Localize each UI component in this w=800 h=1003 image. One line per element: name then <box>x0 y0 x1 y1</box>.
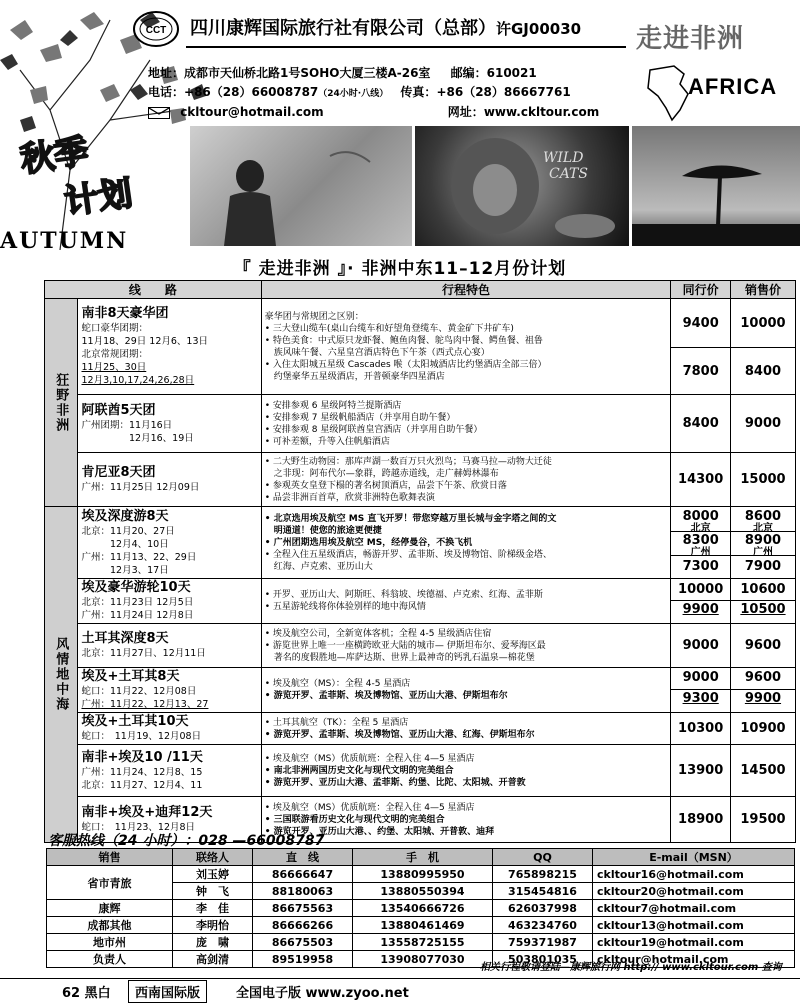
feature-line: • 参观英女皇登下榻的著名树顶酒店，品尝下午茶、欣赏日落 <box>264 480 507 491</box>
trade-price-cell <box>671 507 731 579</box>
address: 成都市天仙桥北路1号SOHO大厦三楼A-26室 <box>184 66 431 80</box>
website-footnote[interactable]: 相关行程敬请登陆—康辉旅行网 http:// www.ckltour.com 查询 <box>480 962 782 973</box>
route-name[interactable]: 埃及深度游8天 <box>81 508 169 524</box>
trade-price-cell <box>671 299 731 395</box>
feature-cell <box>261 668 671 713</box>
feature-line: • 埃及航空（MS）优质航班：全程入住 4—5 星酒店 <box>264 753 475 764</box>
sale-price: 8900 <box>744 532 782 548</box>
website[interactable]: www.ckltour.com <box>483 105 600 119</box>
contact-row <box>47 900 795 917</box>
route-cell <box>77 299 261 395</box>
autumn-title-1: 秋季 <box>18 131 91 181</box>
route-cell <box>77 668 261 713</box>
footer-site[interactable]: 全国电子版 www.zyoo.net <box>236 986 409 1001</box>
route-date: 蛇口： 11月19、12月08日 <box>81 731 202 742</box>
logo-text: CCT <box>145 25 167 36</box>
contact-direct: 86675563 <box>253 900 353 917</box>
feature-line: 约堡豪华五星级酒店，开普顿豪华四星酒店 <box>264 371 445 382</box>
trade-price: 10300 <box>671 713 731 745</box>
region-med-label: 风情地中海 <box>53 637 69 712</box>
feature-line: • 五星游轮线将你体验别样的地中海风情 <box>264 602 426 612</box>
contact-col-email: E-mail（MSN） <box>593 849 795 866</box>
contact-qq: 315454816 <box>493 883 593 900</box>
feature-line: • 三国联游看历史文化与现代文明的完美组合 <box>264 814 445 825</box>
col-features: 行程特色 <box>261 281 671 299</box>
route-date: 广州团期：11月16日 <box>81 419 173 431</box>
route-date: 11月18、29日 12月6、13日 <box>81 336 209 347</box>
feature-line: • 土耳其航空（TK）：全程 5 星酒店 <box>264 717 409 728</box>
feature-line: • 游览开罗、孟菲斯、埃及博物馆、亚历山大港、伊斯坦布尔 <box>264 691 508 701</box>
feature-line: • 北京选用埃及航空 MS 直飞开罗！带您穿越万里长城与金字塔之间的文 <box>264 513 557 524</box>
address-label: 地址： <box>148 66 185 80</box>
table-header-row <box>45 281 796 299</box>
feature-line: 著名的度假胜地—库萨达斯、世界上最神奇的钙乳石温泉—棉花堡 <box>264 652 535 663</box>
feature-line: • 安排参观 7 星级帆船酒店（并享用自助午餐） <box>264 412 456 423</box>
route-date: 北京：11月20、27日 <box>81 525 175 537</box>
footer-page: 62 黑白 <box>62 986 111 1001</box>
route-date: 广州：11月22、12月13、27 <box>81 699 209 710</box>
feature-line: • 埃及航空（MS）：全程 4-5 星酒店 <box>264 679 411 689</box>
route-name[interactable]: 南非+埃及10 /11天 <box>81 749 203 765</box>
feature-line: 豪华团与常规团之区别： <box>264 311 364 322</box>
africa-label: AFRICA <box>688 74 778 99</box>
contact-email[interactable]: ckltour@hotmail.com <box>593 951 795 968</box>
contact-sales: 负责人 <box>47 951 173 968</box>
photo-lion <box>415 126 629 246</box>
route-cell <box>77 453 261 507</box>
price-city: 广州 <box>752 546 773 558</box>
photo-savanna-tree <box>632 126 800 246</box>
company-name-text: 四川康辉国际旅行社有限公司（总部） <box>190 18 496 39</box>
trade-price: 9000 <box>671 669 730 690</box>
route-cell <box>77 579 261 624</box>
contact-qq: 463234760 <box>493 917 593 934</box>
feature-line: • 南北非洲两国历史文化与现代文明的完美组合 <box>264 765 454 776</box>
fax: +86（28）86667761 <box>436 85 571 99</box>
table-row <box>45 668 796 713</box>
sale-price: 8400 <box>744 363 782 379</box>
route-cell <box>77 624 261 668</box>
contact-direct: 86666647 <box>253 866 353 883</box>
header-banner <box>0 0 800 250</box>
sale-price: 8600 <box>744 508 782 524</box>
wild-cats-label: WILD <box>543 150 584 166</box>
feature-line: • 三大登山缆车(桌山台缆车和好望角登缆车、黄金矿下井矿车) <box>264 323 514 334</box>
feature-line: • 可补差额，升等入住帆船酒店 <box>264 436 390 447</box>
region-africa-label: 狂野非洲 <box>53 372 69 433</box>
trade-price: 7800 <box>682 363 719 379</box>
contact-direct: 86675503 <box>253 934 353 951</box>
contact-person: 李 佳 <box>173 900 253 917</box>
sale-price: 10900 <box>730 713 795 745</box>
sale-price-cell <box>730 299 795 395</box>
trade-price: 8000 <box>682 508 719 524</box>
contact-mobile: 13908077030 <box>353 951 493 968</box>
footer-divider <box>0 978 800 979</box>
route-name[interactable]: 土耳其深度8天 <box>81 631 169 646</box>
feature-line: • 入住太阳城五星级 Cascades 喉（太阳城酒店比约堡酒店全部三倍） <box>264 359 547 370</box>
contact-qq: 759371987 <box>493 934 593 951</box>
contact-mobile: 13558725155 <box>353 934 493 951</box>
route-cell <box>77 395 261 453</box>
sale-price: 19500 <box>730 797 795 843</box>
route-date: 11月25、30日 <box>81 362 147 373</box>
company-name <box>190 14 581 40</box>
feature-line: • 全程入住五星级酒店，畅游开罗、孟菲斯、埃及博物馆、阶梯级金塔、 <box>264 549 552 560</box>
autumn-title-2: 计划 <box>62 173 135 223</box>
feature-cell <box>261 624 671 668</box>
feature-line: 明通道！使您的旅途更便捷 <box>264 525 382 536</box>
route-date: 广州：11月25日 12月09日 <box>81 482 200 493</box>
feature-line: • 安排参观 6 星级阿特兰提斯酒店 <box>264 400 402 411</box>
slogan: 走进非洲 <box>636 24 745 54</box>
fax-label: 传真： <box>400 85 437 99</box>
sale-price: 9900 <box>744 691 782 706</box>
table-row <box>45 624 796 668</box>
contact-row <box>47 866 795 883</box>
feature-line: 红海、卢克索、亚历山大 <box>264 561 373 572</box>
contact-qq: 765898215 <box>493 866 593 883</box>
route-date: 北京常规团期： <box>81 349 149 360</box>
sale-price: 10600 <box>731 581 795 601</box>
email-row <box>148 103 599 120</box>
contact-direct: 88180063 <box>253 883 353 900</box>
feature-line: • 品尝非洲百首草，欣赏非洲特色歌舞表演 <box>264 492 435 503</box>
contact-person: 高剑清 <box>173 951 253 968</box>
contact-direct: 86666266 <box>253 917 353 934</box>
route-cell <box>77 507 261 579</box>
route-name[interactable]: 南非+埃及+迪拜12天 <box>81 805 213 820</box>
sale-price-cell <box>730 579 795 624</box>
footer-edition-tag: 西南国际版 <box>128 980 207 1003</box>
contact-mobile: 13540666726 <box>353 900 493 917</box>
contact-email[interactable]: ckltour20@hotmail.com <box>593 883 795 900</box>
web-label: 网址： <box>447 105 484 119</box>
table-row <box>45 453 796 507</box>
page-title: 『 走进非洲 』· 非洲中东11–12月份计划 <box>233 259 567 279</box>
feature-cell <box>261 745 671 797</box>
sale-price: 9000 <box>730 395 795 453</box>
route-date: 广州：11月13、22、29日 <box>81 551 197 563</box>
contact-email[interactable]: ckltour16@hotmail.com <box>593 866 795 883</box>
table-row <box>45 713 796 745</box>
trade-price: 9000 <box>671 624 731 668</box>
route-name[interactable]: 埃及+土耳其8天 <box>81 669 180 684</box>
service-hotline: 客服热线（24 小时）：028 —66008787 <box>48 833 325 849</box>
feature-line: • 埃及航空（MS）优质航班：全程入住 4—5 星酒店 <box>264 802 475 813</box>
trade-price: 13900 <box>671 745 731 797</box>
route-date: 北京：11月27日、12月11日 <box>81 648 206 659</box>
sale-price: 9600 <box>730 624 795 668</box>
trade-price: 9900 <box>682 602 719 617</box>
address-row <box>148 64 537 81</box>
phone-row <box>148 83 571 100</box>
feature-line: • 游览开罗、亚历山大港、孟菲斯、约堡、比陀、太阳城、开普敦 <box>264 777 526 788</box>
sale-price: 15000 <box>730 453 795 507</box>
feature-line: 之非现：阿布代尔—象群，跨越赤道线，走广赫姆林瀑布 <box>264 468 499 479</box>
autumn-english: AUTUMN <box>0 228 129 250</box>
route-date: 蛇口： 11月23、12月8日 <box>81 822 196 833</box>
route-name[interactable]: 阿联酋5天团 <box>81 402 156 418</box>
feature-line: 族风味午餐、六星皇宫酒店特色下午茶（西式点心宴） <box>264 347 490 358</box>
route-date: 12月3,10,17,24,26,28日 <box>81 375 195 386</box>
itinerary-table <box>44 280 796 843</box>
region-africa <box>45 299 78 507</box>
trade-price-cell <box>671 579 731 624</box>
route-cell <box>77 745 261 797</box>
phone-note: （24小时·八线） <box>318 89 389 99</box>
contact-sales: 康辉 <box>47 900 173 917</box>
sale-price-cell <box>730 507 795 579</box>
feature-line: • 特色美食：中式原只龙虾餐、鲍鱼肉餐、鸵鸟肉中餐、鳄鱼餐、祖鲁 <box>264 335 543 346</box>
route-name[interactable]: 南非8天豪华团 <box>81 306 169 321</box>
route-date: 蛇口：11月22、12月08日 <box>81 686 197 697</box>
table-row <box>45 745 796 797</box>
contact-col-person: 联络人 <box>173 849 253 866</box>
contact-col-direct: 直 线 <box>253 849 353 866</box>
contact-sales: 成都其他 <box>47 917 173 934</box>
feature-line: • 安排参观 8 星级阿联酋皇宫酒店（并享用自助午餐） <box>264 424 483 435</box>
contact-table <box>46 848 795 968</box>
sale-price: 7900 <box>744 558 782 574</box>
photo-boy <box>190 126 412 246</box>
sale-price: 10000 <box>731 300 795 348</box>
contact-direct: 89519958 <box>253 951 353 968</box>
page-footer <box>0 978 800 1000</box>
contact-mobile: 13880461469 <box>353 917 493 934</box>
contact-sales: 地市州 <box>47 934 173 951</box>
sale-price: 9600 <box>731 669 795 690</box>
contact-email[interactable]: ckltour13@hotmail.com <box>593 917 795 934</box>
feature-line: • 埃及航空公司，全新宽体客机；全程 4-5 星级酒店住宿 <box>264 628 492 639</box>
table-row <box>45 299 796 395</box>
table-row <box>45 395 796 453</box>
feature-cell <box>261 579 671 624</box>
feature-cell <box>261 395 671 453</box>
trade-price: 7300 <box>682 558 719 574</box>
postcode: 610021 <box>486 66 537 80</box>
col-trade-price: 同行价 <box>671 281 731 299</box>
feature-cell <box>261 713 671 745</box>
trade-price: 18900 <box>671 797 731 843</box>
cct-logo-icon <box>132 10 180 48</box>
sale-price: 14500 <box>730 745 795 797</box>
trade-price: 14300 <box>671 453 731 507</box>
contact-email[interactable]: ckltour19@hotmail.com <box>593 934 795 951</box>
trade-price: 10000 <box>671 581 730 601</box>
feature-line: • 二大野生动物园：那库声湖一数百万只火烈鸟；马赛马拉—动物大迁徒 <box>264 456 552 467</box>
route-date: 广州：11月24、12月8、15 <box>81 766 203 778</box>
trade-price-cell <box>671 668 731 713</box>
trade-price: 8300 <box>682 532 719 548</box>
contact-col-mobile: 手 机 <box>353 849 493 866</box>
price-city: 广州 <box>690 546 711 558</box>
sale-price: 10500 <box>740 602 786 617</box>
feature-line: • 游览开罗、孟菲斯、埃及博物馆、亚历山大港、红海、伊斯坦布尔 <box>264 729 535 740</box>
route-name[interactable]: 埃及豪华游轮10天 <box>81 580 191 595</box>
wild-cats-label-2: CATS <box>549 166 588 182</box>
sale-price-cell <box>730 668 795 713</box>
feature-line: • 广州团期选用埃及航空 MS，经停曼谷，不换飞机 <box>264 537 473 548</box>
contact-row <box>47 934 795 951</box>
table-row <box>45 579 796 624</box>
route-date: 蛇口豪华团期： <box>81 323 149 334</box>
email[interactable]: ckltour@hotmail.com <box>180 105 324 119</box>
feature-cell <box>261 453 671 507</box>
phone-label: 电话： <box>148 85 185 99</box>
feature-line: • 游览世界上唯一一座横跨欧亚大陆的城市— 伊斯坦布尔、爱琴海区最 <box>264 640 546 651</box>
contact-email[interactable]: ckltour7@hotmail.com <box>593 900 795 917</box>
feature-cell <box>261 507 671 579</box>
table-row <box>45 507 796 579</box>
envelope-icon <box>148 107 170 119</box>
route-cell <box>77 713 261 745</box>
feature-line: • 游览开罗、亚历山大港、、约堡、太阳城、开普敦、迪拜 <box>264 826 495 837</box>
contact-col-qq: QQ <box>493 849 593 866</box>
route-name[interactable]: 肯尼亚8天团 <box>81 465 156 480</box>
postcode-label: 邮编： <box>450 66 487 80</box>
contact-qq: 503801035 <box>493 951 593 968</box>
contact-person: 钟 飞 <box>173 883 253 900</box>
price-city: 北京 <box>690 522 711 534</box>
route-date: 12月4、10日 <box>81 538 169 550</box>
price-city: 北京 <box>752 522 773 534</box>
region-mediterranean <box>45 507 78 843</box>
feature-line: • 开罗、亚历山大、阿斯旺、科翁坡、埃德福、卢克索、红海、孟菲斯 <box>264 590 543 600</box>
feature-cell <box>261 299 671 395</box>
trade-price: 9400 <box>671 300 730 348</box>
contact-row <box>47 917 795 934</box>
contact-sales: 省市青旅 <box>47 866 173 900</box>
phone: +86（28）66008787 <box>184 85 319 99</box>
route-name[interactable]: 埃及+土耳其10天 <box>81 714 189 729</box>
contact-person: 庞 啸 <box>173 934 253 951</box>
contact-col-sales: 销售 <box>47 849 173 866</box>
contact-header-row <box>47 849 795 866</box>
license-number: 许GJ00030 <box>496 20 582 38</box>
contact-person: 李明怡 <box>173 917 253 934</box>
col-sale-price: 销售价 <box>730 281 795 299</box>
route-date: 广州：11月24日 12月8日 <box>81 610 194 621</box>
contact-qq: 626037998 <box>493 900 593 917</box>
route-date: 12月3、17日 <box>81 564 169 576</box>
contact-mobile: 13880995950 <box>353 866 493 883</box>
contact-mobile: 13880550394 <box>353 883 493 900</box>
route-date: 北京：11月27、12月4、11 <box>81 779 203 791</box>
route-date: 北京：11月23日 12月5日 <box>81 597 194 608</box>
trade-price: 8400 <box>671 395 731 453</box>
header-divider <box>186 46 626 48</box>
trade-price: 9300 <box>682 691 719 706</box>
contact-person: 刘玉婷 <box>173 866 253 883</box>
route-date: 12月16、19日 <box>81 432 194 444</box>
col-route: 线 路 <box>45 281 262 299</box>
